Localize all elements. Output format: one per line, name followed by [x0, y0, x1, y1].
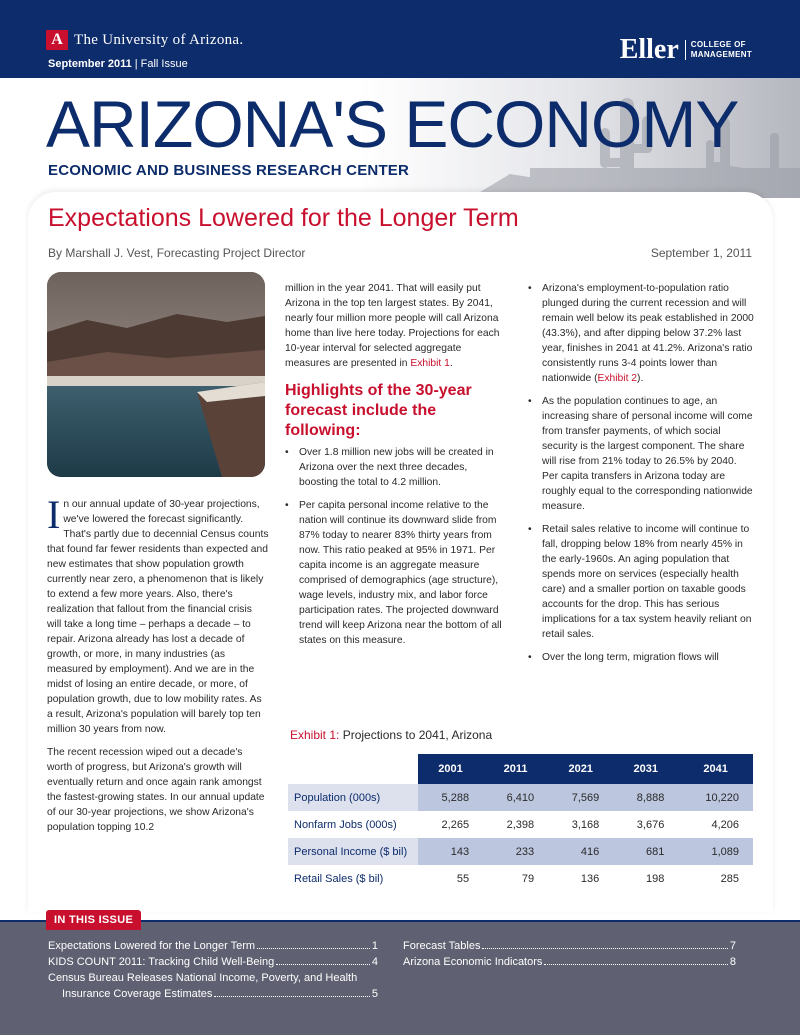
- table-cell: 143: [418, 838, 483, 865]
- table-cell: 3,168: [548, 811, 613, 838]
- table-cell: 8,888: [613, 784, 678, 811]
- exhibit-label: Exhibit 1:: [290, 728, 340, 742]
- column-header: 2041: [678, 754, 753, 784]
- toc-item[interactable]: Arizona Economic Indicators 8: [403, 956, 736, 968]
- table-cell: 681: [613, 838, 678, 865]
- article-paragraph: In our annual update of 30-year projections, we've lowered the forecast significantly. That's partly due to decennial Census counts that found far fewer residents than expected and new estimates that show population growth currently near zero, a phenomenon that is likely to extend a few more years. Also, there's realization that fallout from the financial crisis will take a long time – perhaps a decade – to repair. Arizona already has lost a decade of growth, or more, in many industries (as measured by employment). And we are in the midst of losing an entire decade, or more, of population growth, due to low mobility rates. As a result, Arizona's population will barely top ten million 30 years from now.: [47, 492, 269, 735]
- lake-mead-photo: [47, 272, 265, 477]
- bullet-item: • Retail sales relative to income will continue to fall, dropping below 18% from nearly 45% in the early-1960s. An aging population that spends more on services (especially health care) and a smaller portion on taxable goods accounts for the drop. This has serious implications for a tax system heavily reliant on retail sales.: [528, 524, 752, 640]
- column-header: 2031: [613, 754, 678, 784]
- table-row: [288, 784, 753, 811]
- table-cell: 4,206: [678, 811, 753, 838]
- eller-logo-icon: Eller: [619, 34, 679, 65]
- row-header: Retail Sales ($ bil): [294, 872, 384, 885]
- exhibit-2-link[interactable]: Exhibit 2: [597, 373, 638, 384]
- in-this-issue-tab: IN THIS ISSUE: [46, 910, 141, 930]
- bullet-item: • Per capita personal income relative to the nation will continue its downward slide from 87% today to nearer 83% thirty years from now. This ratio peaked at 95% in 1971. Per capita income is an aggregate measure comprised of demographics (age structure), wage levels, industry mix, and labor force participation rates. The projected downward trend will keep Arizona near the bottom of all states on this measure.: [285, 500, 502, 646]
- table-cell: 5,288: [418, 784, 483, 811]
- table-cell: 79: [483, 865, 548, 892]
- toc-right-column: [403, 938, 736, 970]
- article-column-1: [47, 492, 269, 843]
- table-row: [288, 838, 753, 865]
- table-cell: 285: [678, 865, 753, 892]
- exhibit-1-link[interactable]: Exhibit 1: [410, 358, 450, 369]
- toc-item[interactable]: KIDS COUNT 2011: Tracking Child Well-Being 4: [48, 956, 378, 968]
- table-cell: 7,569: [548, 784, 613, 811]
- table-cell: 136: [548, 865, 613, 892]
- toc-item[interactable]: Forecast Tables 7: [403, 940, 736, 952]
- issue-line: September 2011 | Fall Issue: [48, 58, 188, 70]
- article-column-3: [528, 281, 754, 673]
- masthead-subtitle: ECONOMIC AND BUSINESS RESEARCH CENTER: [48, 162, 410, 179]
- table-cell: 55: [418, 865, 483, 892]
- highlights-heading: Highlights of the 30-year forecast include the following:: [285, 382, 472, 439]
- table-cell: 198: [613, 865, 678, 892]
- article-date: September 1, 2011: [650, 246, 752, 260]
- toc-item[interactable]: Expectations Lowered for the Longer Term 1: [48, 940, 378, 952]
- eller-brand[interactable]: [620, 34, 752, 66]
- university-brand[interactable]: [46, 30, 243, 50]
- table-header-row: [288, 754, 753, 784]
- bullet-item: • Over the long term, migration flows will: [528, 652, 719, 663]
- exhibit-title: Exhibit 1: Projections to 2041, Arizona: [290, 728, 493, 742]
- article-byline: By Marshall J. Vest, Forecasting Project Director: [48, 246, 306, 260]
- article-paragraph: The recent recession wiped out a decade's worth of progress, but Arizona's growth will eventually return and once again rank amongst the fastest-growing states. In our annual update of our 30-year projections, we show Arizona's population topping 10.2: [47, 747, 265, 833]
- table-cell: 1,089: [678, 838, 753, 865]
- issue-label: Fall Issue: [140, 58, 188, 70]
- bullet-item: • Over 1.8 million new jobs will be created in Arizona over the next three decades, boosting the total to 4.2 million.: [285, 447, 494, 488]
- table-cell: 3,676: [613, 811, 678, 838]
- table-row: [288, 811, 753, 838]
- column-header: 2021: [548, 754, 613, 784]
- masthead-title: ARIZONA'S ECONOMY: [46, 87, 739, 161]
- toc-left-column: [48, 938, 378, 1002]
- row-header: Personal Income ($ bil): [288, 838, 418, 865]
- row-header: Population (000s): [288, 784, 418, 811]
- article-paragraph: million in the year 2041. That will easily put Arizona in the top ten largest states. By 2041, nearly four million more people will call Arizona home than live here today. Projections for each 10-year interval for selected aggregate measures are presented in Exhibit 1.: [285, 283, 500, 369]
- article-headline: Expectations Lowered for the Longer Term: [48, 204, 519, 232]
- drop-cap: I: [47, 492, 61, 537]
- toc-item[interactable]: Census Bureau Releases National Income, Poverty, and Health Insurance Coverage Estimates 5: [48, 972, 378, 1000]
- table-cell: 2,265: [418, 811, 483, 838]
- eller-subtitle: COLLEGE OF MANAGEMENT: [685, 40, 752, 60]
- table-cell: 233: [483, 838, 548, 865]
- university-name: The University of Arizona.: [74, 31, 244, 48]
- column-header: 2001: [418, 754, 483, 784]
- university-a-logo-icon: A: [46, 30, 68, 50]
- bullet-item: • As the population continues to age, an increasing share of personal income will come from transfer payments, of which social security is the largest component. The share will rise from 21% today to 26.5% by 2040. Per capita transfers in Arizona today are roughly equal to the corresponding nationwide measure.: [528, 396, 753, 512]
- exhibit-table: [288, 754, 753, 892]
- bullet-item: • Arizona's employment-to-population ratio plunged during the current recession and will remain well below its peak established in 2000 (43.3%), and after dipping below 37.2% last year, finishes in 2041 at 41.2%. Arizona's ratio consistently runs 3-4 points lower than nationwide (Exhibit 2).: [528, 283, 754, 384]
- table-row: [288, 865, 753, 892]
- column-header: 2011: [483, 754, 548, 784]
- table-cell: 2,398: [483, 811, 548, 838]
- table-cell: 416: [548, 838, 613, 865]
- article-column-2: [285, 281, 507, 656]
- table-cell: 10,220: [678, 784, 753, 811]
- table-cell: 6,410: [483, 784, 548, 811]
- issue-date: September 2011: [48, 58, 132, 70]
- row-header: Nonfarm Jobs (000s): [294, 818, 397, 831]
